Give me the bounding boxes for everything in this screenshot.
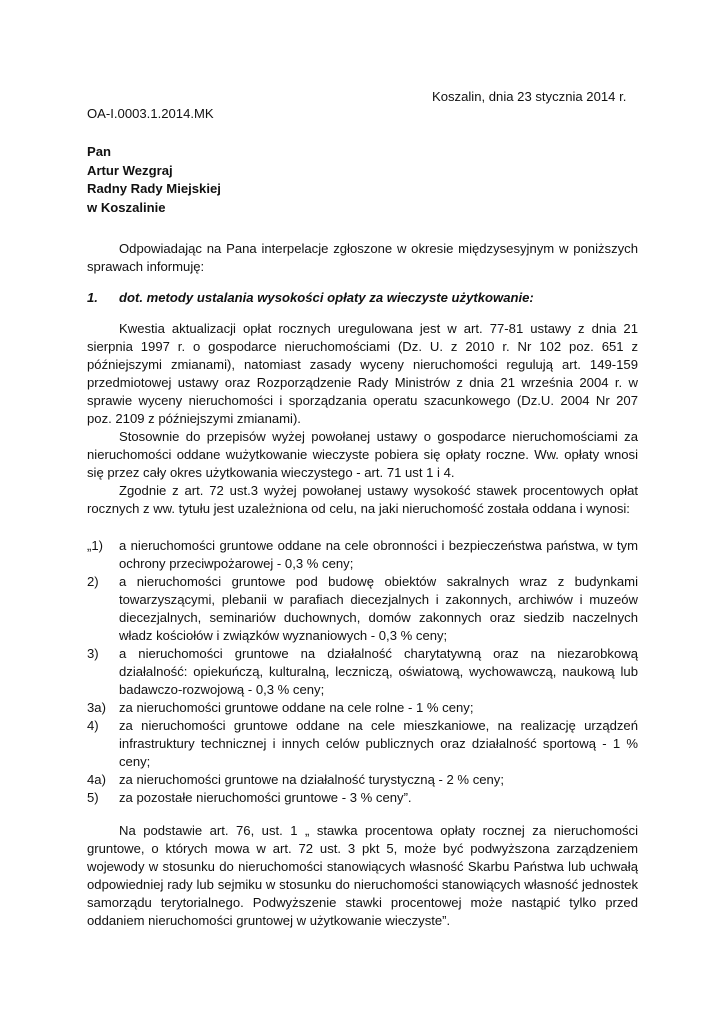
list-item-label: 3a) xyxy=(87,700,106,715)
list-item-text: a nieruchomości gruntowe pod budowę obiektów sakralnych wraz z budynkami towarzyszącymi, plebanii w parafiach diecezjalnych i zakonnych, archiwów i muzeów diecezjalnych, seminariów duchownych, domów zakonnych oraz siedzib naczelnych władz kościołów i związków wyznaniowych - 0,3 % ceny; xyxy=(119,574,638,643)
list-item xyxy=(87,789,638,807)
paragraph-rate-increase: Na podstawie art. 76, ust. 1 „ stawka procentowa opłaty rocznej za nieruchomości gruntowe, o których mowa w art. 72 ust. 3 pkt 5, może być podwyższona zarządzeniem wojewody w stosunku do nieruchomości stanowiących własność Skarbu Państwa lub uchwałą odpowiedniej rady lub sejmiku w stosunku do nieruchomości stanowiących własność jednostek samorządu terytorialnego. Podwyższenie stawki procentowej może nastąpić tylko przed oddaniem nieruchomości gruntowej w użytkowanie wieczyste”. xyxy=(87,823,638,928)
addressee-role: Radny Rady Miejskiej xyxy=(87,181,221,196)
list-item-label: 5) xyxy=(87,790,99,805)
list-item-text: za pozostałe nieruchomości gruntowe - 3 % ceny”. xyxy=(119,790,412,805)
rates-list xyxy=(87,537,638,807)
paragraph-annual-fees: Stosownie do przepisów wyżej powołanej ustawy o gospodarce nieruchomościami za nieruchomości oddane wużytkowanie wieczyste pobiera się opłaty roczne. Ww. opłaty wnosi się przez cały okres użytkowania wieczystego - art. 71 ust 1 i 4. xyxy=(87,429,638,480)
addressee-salutation: Pan xyxy=(87,144,112,159)
date-line: Koszalin, dnia 23 stycznia 2014 r. xyxy=(432,89,627,104)
list-item-label: 4) xyxy=(87,718,99,733)
list-item-text: za nieruchomości gruntowe na działalność turystyczną - 2 % ceny; xyxy=(119,772,504,787)
list-item-label: „1) xyxy=(87,538,104,553)
reference-number: OA-I.0003.1.2014.MK xyxy=(87,106,214,121)
list-item-label: 4a) xyxy=(87,772,106,787)
intro-paragraph: Odpowiadając na Pana interpelacje zgłoszone w okresie międzysesyjnym w poniższych sprawach informuję: xyxy=(87,241,638,274)
list-item xyxy=(87,699,638,717)
list-item-text: za nieruchomości gruntowe oddane na cele mieszkaniowe, na realizację urządzeń infrastruktury technicznej i innych celów publicznych oraz działalność sportową - 1 % ceny; xyxy=(119,718,638,769)
addressee-name: Artur Wezgraj xyxy=(87,162,173,178)
list-item xyxy=(87,771,638,789)
addressee-block xyxy=(87,143,221,217)
list-item-label: 3) xyxy=(87,646,99,661)
list-item xyxy=(87,645,638,699)
list-item-text: za nieruchomości gruntowe oddane na cele rolne - 1 % ceny; xyxy=(119,700,474,715)
section-number: 1. xyxy=(87,290,98,305)
section-title: dot. metody ustalania wysokości opłaty za wieczyste użytkowanie: xyxy=(119,290,534,305)
section-heading xyxy=(87,289,638,307)
paragraph-rates-intro: Zgodnie z art. 72 ust.3 wyżej powołanej ustawy wysokość stawek procentowych opłat rocznych z ww. tytułu jest uzależniona od celu, na jaki nieruchomość została oddana i wynosi: xyxy=(87,483,638,516)
list-item xyxy=(87,717,638,771)
list-item-text: a nieruchomości gruntowe na działalność charytatywną oraz na niezarobkową działalność: opiekuńczą, kulturalną, leczniczą, oświatową, wychowawczą, naukową lub badawczo-rozwojową - 0,3 % ceny; xyxy=(119,646,638,697)
list-item xyxy=(87,537,638,573)
list-item-text: a nieruchomości gruntowe oddane na cele obronności i bezpieczeństwa państwa, w tym ochrony przeciwpożarowej - 0,3 % ceny; xyxy=(119,538,638,571)
list-item-label: 2) xyxy=(87,574,99,589)
addressee-city: w Koszalinie xyxy=(87,199,166,215)
paragraph-legal-basis: Kwestia aktualizacji opłat rocznych uregulowana jest w art. 77-81 ustawy z dnia 21 sierpnia 1997 r. o gospodarce nieruchomościami (Dz. U. z 2010 r. Nr 102 poz. 651 z późniejszymi zmianami), natomiast zasady wyceny nieruchomości regulują art. 149-159 przedmiotowej ustawy oraz Rozporządzenie Rady Ministrów z dnia 21 września 2004 r. w sprawie wyceny nieruchomości i sporządzania operatu szacunkowego (Dz.U. 2004 Nr 207 poz. 2109 z późniejszymi zmianami). xyxy=(87,321,638,426)
list-item xyxy=(87,573,638,645)
